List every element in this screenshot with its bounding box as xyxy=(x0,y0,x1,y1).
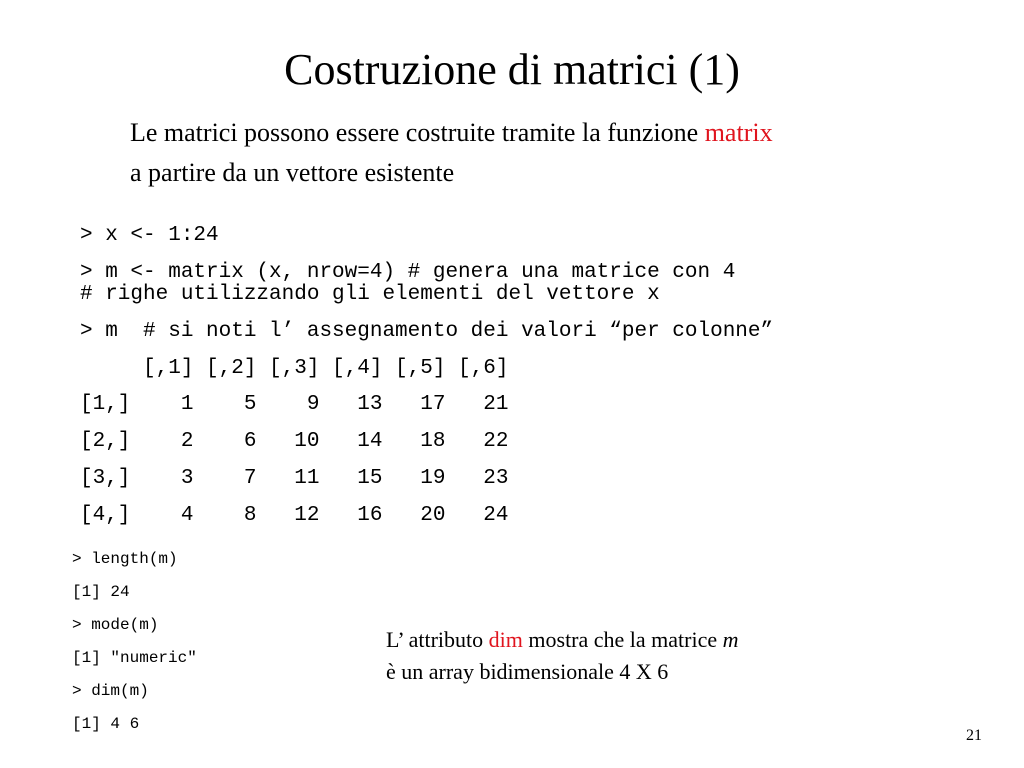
console-line-length-cmd: > length(m) xyxy=(72,550,178,568)
matrix-row: [1,] 1 5 9 13 17 21 xyxy=(80,393,509,416)
matrix-header: [,1] [,2] [,3] [,4] [,5] [,6] xyxy=(80,357,509,380)
note-part3: è un array bidimensionale 4 X 6 xyxy=(386,659,669,684)
intro-text xyxy=(130,113,990,193)
intro-line2-text: a partire da un vettore esistente xyxy=(130,158,455,187)
dim-note xyxy=(386,624,746,688)
page-number: 21 xyxy=(966,727,982,744)
console-line-dim-out: [1] 4 6 xyxy=(72,715,140,733)
code-line-matrix-call: > m <- matrix (x, nrow=4) # genera una matrice con 4 xyxy=(80,261,736,284)
code-line-assign-x: > x <- 1:24 xyxy=(80,224,219,247)
note-part1: L’ attributo xyxy=(386,627,489,652)
intro-line1-text: Le matrici possono essere costruite tramite la funzione xyxy=(130,118,705,147)
matrix-row: [4,] 4 8 12 16 20 24 xyxy=(80,504,509,527)
matrix-row: [2,] 2 6 10 14 18 22 xyxy=(80,430,509,453)
console-line-dim-cmd: > dim(m) xyxy=(72,682,149,700)
console-line-length-out: [1] 24 xyxy=(72,583,130,601)
console-line-mode-out: [1] "numeric" xyxy=(72,649,197,667)
matrix-row: [3,] 3 7 11 15 19 23 xyxy=(80,467,509,490)
console-line-mode-cmd: > mode(m) xyxy=(72,616,159,634)
slide-title: Costruzione di matrici (1) xyxy=(284,45,740,94)
code-line-print-m: > m # si noti l’ assegnamento dei valori “per colonne” xyxy=(80,320,774,343)
note-part2: mostra che la matrice xyxy=(522,627,723,652)
note-italic-m: m xyxy=(722,627,739,652)
matrix-keyword: matrix xyxy=(704,118,773,147)
dim-keyword: dim xyxy=(488,627,523,652)
code-line-comment: # righe utilizzando gli elementi del vettore x xyxy=(80,283,660,306)
